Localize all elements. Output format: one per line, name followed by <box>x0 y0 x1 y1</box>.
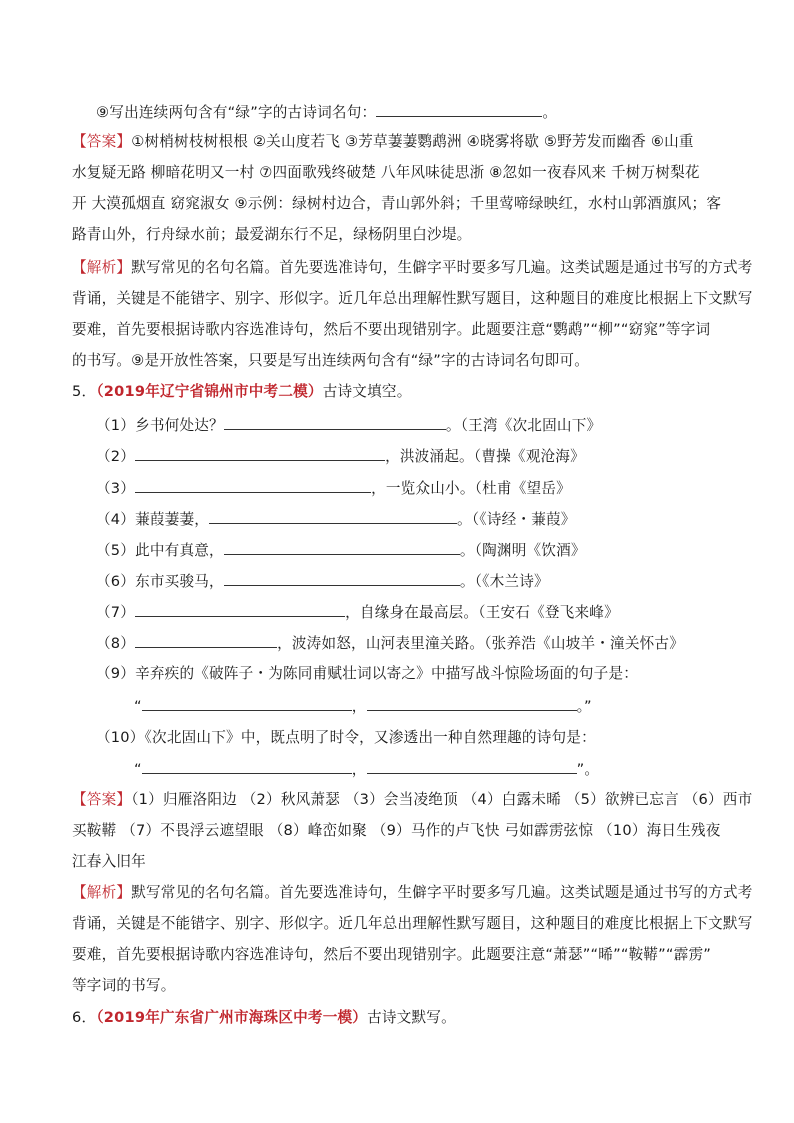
fill-blank[interactable] <box>367 695 577 711</box>
comma: ， <box>351 761 367 778</box>
answer2-text: 买鞍鞯 （7）不畏浮云遮望眼 （8）峰峦如聚 （9）马作的卢飞快 弓如霹雳弦惊 （10）海日生残夜 <box>72 822 721 839</box>
analysis1-text: 默写常见的名句名篇。首先要选准诗句，生僻字平时要多写几遍。这类试题是通过书写的方式考 <box>131 259 753 276</box>
q5-item-6 <box>96 570 750 592</box>
q6-header <box>72 1008 726 1028</box>
answer2-text: 江春入旧年 <box>72 853 146 870</box>
item-post: 。（陶渊明《饮酒》 <box>459 542 586 559</box>
item-pre: （6）东市买骏马， <box>96 573 224 590</box>
fill-blank[interactable] <box>367 758 577 774</box>
fill-blank[interactable] <box>224 570 460 586</box>
answer1-text: 水复疑无路 柳暗花明又一村 ⑦四面歌残终破楚 八年风味徒思浙 ⑧忽如一夜春风来 千树万树梨花 <box>72 164 700 181</box>
item-pre: （2） <box>96 448 136 465</box>
item-post: ，一览众山小。（杜甫《望岳》 <box>371 480 571 497</box>
analysis2-text: 要难，首先要根据诗歌内容选准诗句，然后不要出现错别字。此题要注意“萧瑟”“晞”“鞍鞯”“霹雳” <box>72 946 712 963</box>
answer2-line2 <box>72 821 726 841</box>
quote-open: “ <box>134 698 142 715</box>
analysis1-line1 <box>72 258 753 278</box>
analysis-tag: 【解析】 <box>72 884 132 901</box>
item-post: ，波涛如怒，山河表里潼关路。（张养浩《山坡羊・潼关怀古》 <box>277 635 685 652</box>
answer1-text: 开 大漠孤烟直 窈窕淑女 ⑨示例：绿树村边合，青山郭外斜；千里莺啼绿映红，水村山郭酒旗风；客 <box>72 195 722 212</box>
fill-blank[interactable] <box>142 695 352 711</box>
q6-number: 6． <box>72 1009 97 1026</box>
fill-blank[interactable] <box>209 508 457 524</box>
answer2-text: （1）归雁洛阳边 （2）秋风萧瑟 （3）会当凌绝顶 （4）白露未晞 （5）欲辨已忘言 （6）西市 <box>131 791 753 808</box>
analysis2-text: 背诵，关键是不能错字、别字、形似字。近几年总出理解性默写题目，这种题目的难度比根据上下文默写 <box>72 915 753 932</box>
comma: ， <box>351 698 367 715</box>
analysis1-text: 的书写。⑨是开放性答案，只要是写出连续两句含有“绿”字的古诗词名句即可。 <box>72 352 590 369</box>
q5-item-10 <box>96 728 750 748</box>
q9-end: 。 <box>542 104 558 121</box>
analysis-tag: 【解析】 <box>72 259 132 276</box>
item-pre: （5）此中有真意， <box>96 542 224 559</box>
answer-tag: 【答案】 <box>72 791 132 808</box>
fill-blank[interactable] <box>135 445 385 461</box>
q5-item-2 <box>96 445 750 467</box>
fill-blank[interactable] <box>224 539 460 555</box>
answer1-line4 <box>72 225 726 245</box>
answer1-line1 <box>72 132 726 152</box>
fill-blank[interactable] <box>135 632 277 648</box>
analysis1-text: 背诵，关键是不能错字、别字、形似字。近几年总出理解性默写题目，这种题目的难度比根据上下文默写 <box>72 290 753 307</box>
q5-item-7 <box>96 601 750 623</box>
analysis1-text: 要难，首先要根据诗歌内容选准诗句，然后不要出现错别字。此题要注意“鹦鹉”“柳”“窈窕”等字词 <box>72 321 711 338</box>
item-pre: （4）蒹葭萋萋， <box>96 511 210 528</box>
q5-item-9-blanks <box>134 695 788 717</box>
q5-item-5 <box>96 539 750 561</box>
analysis2-text: 默写常见的名句名篇。首先要选准诗句，生僻字平时要多写几遍。这类试题是通过书写的方式考 <box>131 884 753 901</box>
q9-blank[interactable] <box>376 101 542 117</box>
q6-title: 古诗文默写。 <box>367 1009 456 1026</box>
q6-source: （2019年广东省广州市海珠区中考一模） <box>96 1009 368 1026</box>
q5-item-4 <box>96 508 750 530</box>
answer2-line1 <box>72 790 753 810</box>
item-text: （9）辛弃疾的《破阵子・为陈同甫赋壮词以寄之》中描写战斗惊险场面的句子是： <box>96 665 639 682</box>
quote-close: 。” <box>576 698 592 715</box>
analysis1-line4 <box>72 351 726 371</box>
answer1-text: ①树梢树枝树根根 ②关山度若飞 ③芳草萋萋鹦鹉洲 ④晓雾将歇 ⑤野芳发而幽香 ⑥山重 <box>131 133 694 150</box>
item-pre: （7） <box>96 604 136 621</box>
answer1-text: 路青山外，行舟绿水前；最爱湖东行不足，绿杨阴里白沙堤。 <box>72 226 472 243</box>
answer1-line2 <box>72 163 726 183</box>
q5-number: 5． <box>72 383 97 400</box>
fill-blank[interactable] <box>224 414 446 430</box>
answer2-line3 <box>72 852 726 872</box>
q5-item-3 <box>96 477 750 499</box>
item-post: 。（《木兰诗》 <box>459 573 549 590</box>
q5-item-9 <box>96 664 750 684</box>
quote-close: ”。 <box>576 761 600 778</box>
q5-header <box>72 382 726 402</box>
fill-blank[interactable] <box>142 758 352 774</box>
analysis2-line4 <box>72 976 726 996</box>
q5-title: 古诗文填空。 <box>322 383 412 400</box>
answer1-line3 <box>72 194 726 214</box>
analysis2-line1 <box>72 883 753 903</box>
q5-item-1 <box>96 414 750 436</box>
q9-text: ⑨写出连续两句含有“绿”字的古诗词名句： <box>96 104 377 121</box>
item-post: 。（王湾《次北固山下》 <box>445 417 602 434</box>
item-post: ，自缘身在最高层。（王安石《登飞来峰》 <box>345 604 619 621</box>
q5-item-10-blanks <box>134 758 788 780</box>
analysis2-text: 等字词的书写。 <box>72 977 176 994</box>
q5-source: （2019年辽宁省锦州市中考二模） <box>96 383 323 400</box>
analysis1-line3 <box>72 320 726 340</box>
q9-line <box>96 101 750 123</box>
item-text: （10）《次北固山下》中，既点明了时令，又渗透出一种自然理趣的诗句是： <box>96 729 596 746</box>
item-post: ，洪波涌起。（曹操《观沧海》 <box>385 448 585 465</box>
answer-tag: 【答案】 <box>72 133 132 150</box>
q5-item-8 <box>96 632 750 654</box>
fill-blank[interactable] <box>135 477 371 493</box>
fill-blank[interactable] <box>135 601 345 617</box>
item-pre: （3） <box>96 480 136 497</box>
quote-open: “ <box>134 761 142 778</box>
analysis1-line2 <box>72 289 753 309</box>
item-pre: （1）乡书何处达？ <box>96 417 224 434</box>
item-pre: （8） <box>96 635 136 652</box>
analysis2-line3 <box>72 945 726 965</box>
item-post: 。（《诗经・蒹葭》 <box>457 511 576 528</box>
analysis2-line2 <box>72 914 753 934</box>
